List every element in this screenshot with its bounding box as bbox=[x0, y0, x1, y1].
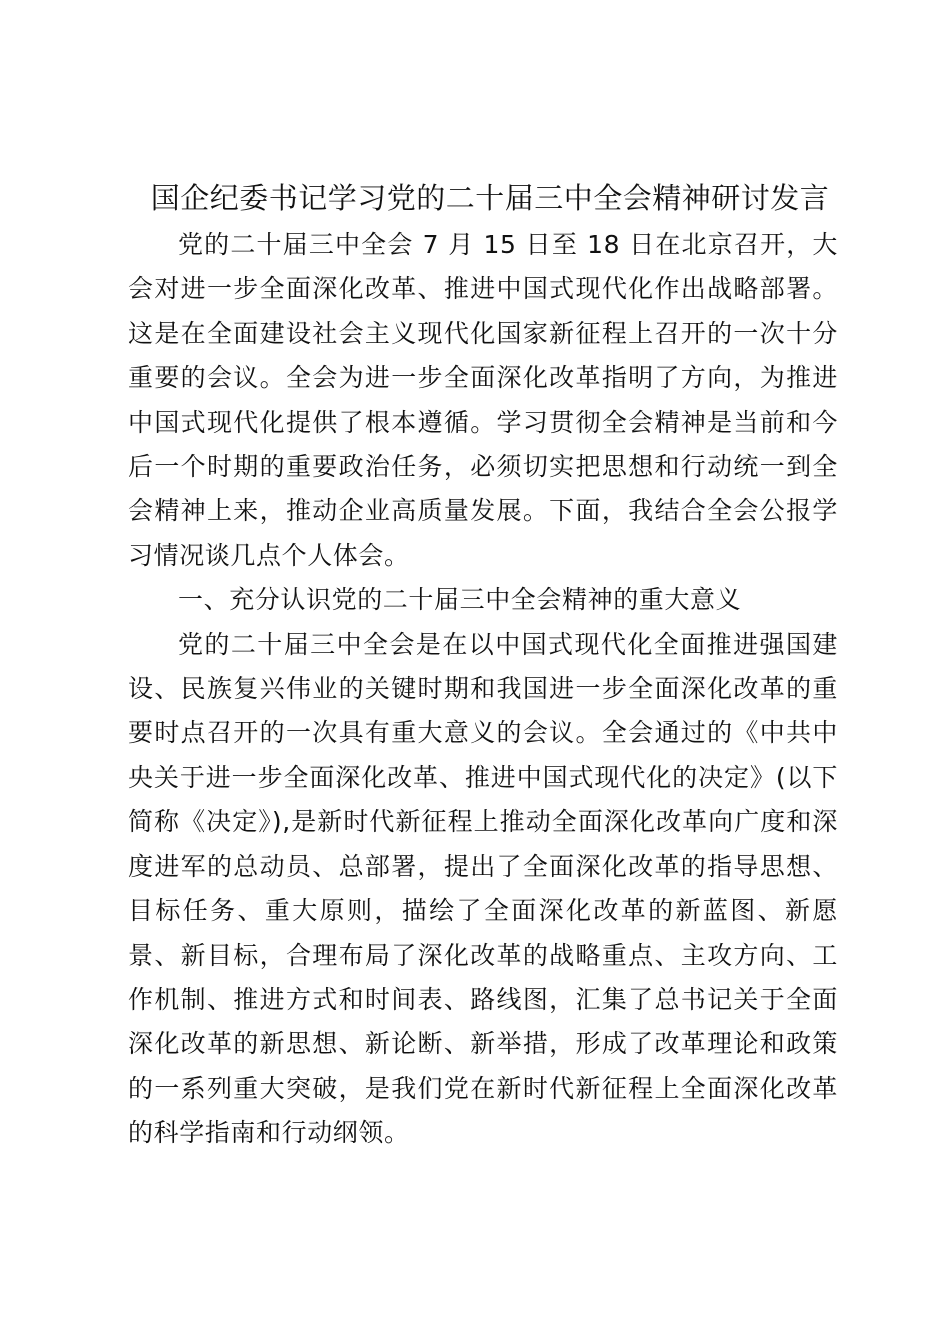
paragraph-significance: 党的二十届三中全会是在以中国式现代化全面推进强国建设、民族复兴伟业的关键时期和我国进一步全面深化改革的重要时点召开的一次具有重大意义的会议。全会通过的《中共中央关于进一步全面深化改革、推进中国式现代化的决定》(以下简称《决定》),是新时代新征程上推动全面深化改革向广度和深度进军的总动员、总部署，提出了全面深化改革的指导思想、目标任务、重大原则，描绘了全面深化改革的新蓝图、新愿景、新目标，合理布局了深化改革的战略重点、主攻方向、工作机制、推进方式和时间表、路线图，汇集了总书记关于全面深化改革的新思想、新论断、新举措，形成了改革理论和政策的一系列重大突破，是我们党在新时代新征程上全面深化改革的科学指南和行动纲领。 bbox=[128, 629, 838, 1148]
section-heading-1: 一、充分认识党的二十届三中全会精神的重大意义 bbox=[178, 585, 742, 615]
document-title: 国企纪委书记学习党的二十届三中全会精神研讨发言 bbox=[150, 181, 830, 215]
paragraph-intro: 党的二十届三中全会 7 月 15 日至 18 日在北京召开，大会对进一步全面深化改革、推进中国式现代化作出战略部署。这是在全面建设社会主义现代化国家新征程上召开的一次十分重要的会议。全会为进一步全面深化改革指明了方向，为推进中国式现代化提供了根本遵循。学习贯彻全会精神是当前和今后一个时期的重要政治任务，必须切实把思想和行动统一到全会精神上来，推动企业高质量发展。下面，我结合全会公报学习情况谈几点个人体会。 bbox=[128, 230, 838, 570]
document-body bbox=[128, 223, 838, 1156]
